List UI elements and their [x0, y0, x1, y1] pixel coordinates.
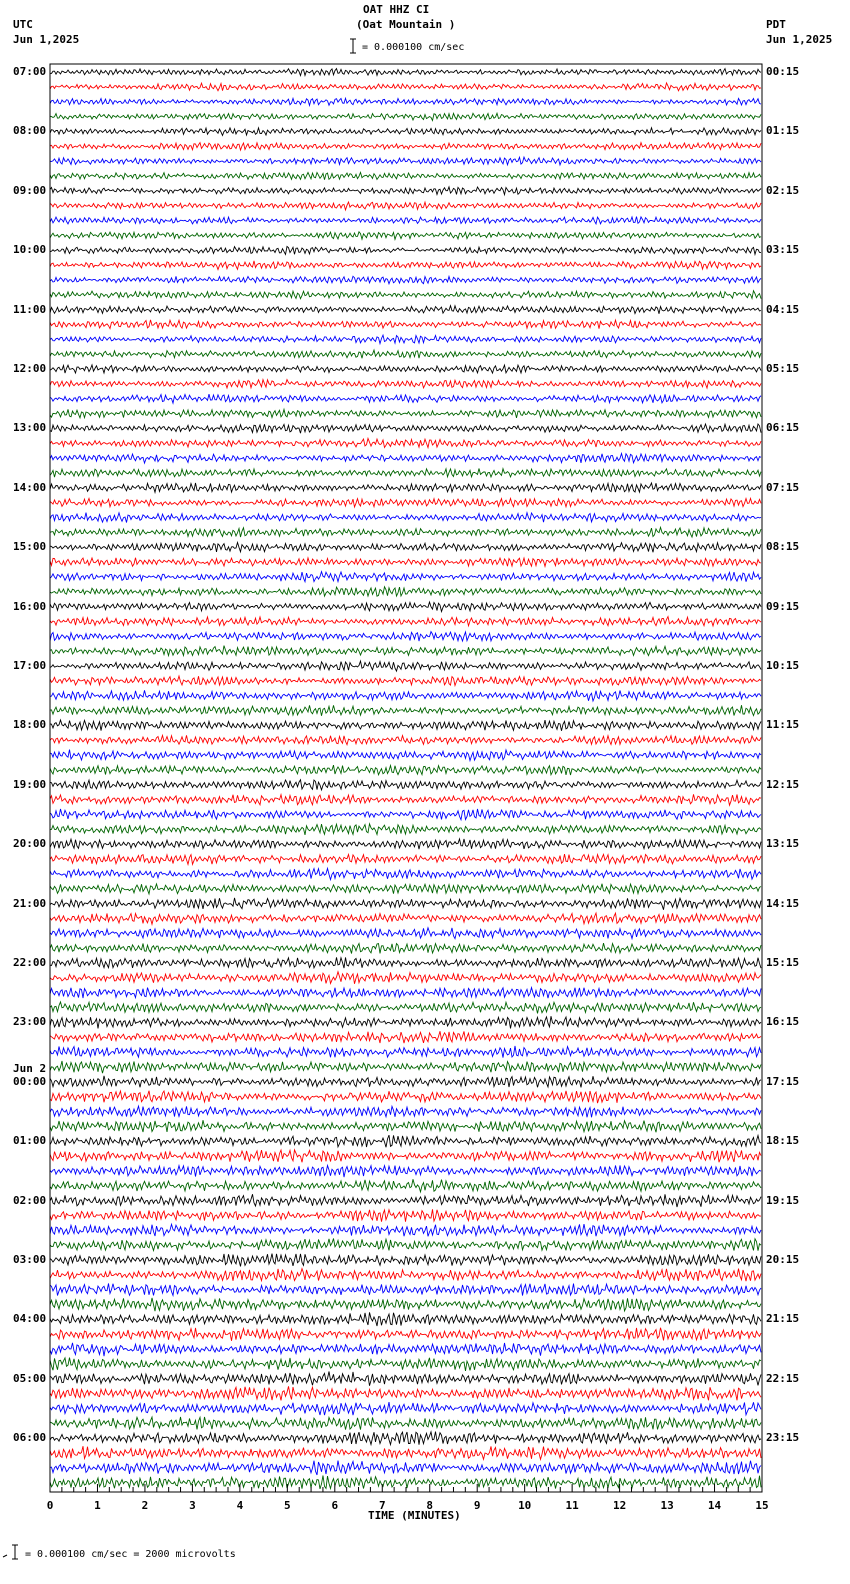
- trace-line: [50, 750, 761, 761]
- left-hour-label: 12:00: [13, 362, 47, 375]
- station-location: (Oat Mountain ): [356, 18, 456, 31]
- left-hour-label: 07:00: [13, 65, 47, 78]
- trace-line: [50, 928, 761, 939]
- right-hour-label: 22:15: [766, 1371, 800, 1385]
- trace-line: [50, 1476, 761, 1489]
- trace-line: [50, 1417, 761, 1430]
- right-hour-label: 08:15: [766, 540, 800, 554]
- trace-line: [50, 1446, 761, 1459]
- left-date: Jun 1,2025: [13, 33, 80, 46]
- trace-line: [50, 1150, 761, 1162]
- trace-line: [50, 1166, 761, 1178]
- scale-label: = 0.000100 cm/sec: [362, 42, 465, 53]
- trace-line: [50, 809, 761, 820]
- trace-line: [50, 1224, 761, 1236]
- right-hour-label: 10:15: [766, 659, 800, 672]
- trace-line: [50, 1298, 761, 1311]
- trace-line: [50, 943, 761, 953]
- right-hour-label: 06:15: [766, 421, 800, 435]
- left-hour-label: 05:00: [13, 1371, 47, 1385]
- left-hour-label: 17:00: [13, 659, 47, 672]
- trace-line: [50, 913, 761, 924]
- trace-line: [50, 898, 761, 910]
- trace-line: [50, 646, 761, 656]
- right-hour-label: 14:15: [766, 896, 800, 910]
- left-hour-label: 14:00: [13, 480, 47, 494]
- trace-line: [50, 306, 761, 314]
- x-tick-label: 1: [94, 1499, 101, 1512]
- trace-line: [50, 720, 761, 731]
- trace-line: [50, 438, 761, 447]
- trace-line: [50, 1254, 761, 1267]
- right-hour-label: 07:15: [766, 480, 800, 494]
- seismic-traces: [50, 69, 761, 1489]
- right-hour-label: 13:15: [766, 837, 800, 851]
- x-tick-label: 15: [755, 1499, 769, 1512]
- trace-line: [50, 365, 761, 373]
- x-tick-label: 12: [613, 1499, 627, 1512]
- x-tick-label: 7: [378, 1499, 386, 1512]
- right-hour-label: 04:15: [766, 302, 800, 316]
- trace-line: [50, 735, 761, 744]
- trace-line: [50, 1135, 761, 1147]
- trace-line: [50, 187, 761, 195]
- trace-line: [50, 335, 761, 344]
- right-hour-label: 05:15: [766, 362, 800, 375]
- right-hour-label: 02:15: [766, 183, 800, 197]
- left-hour-label: 15:00: [13, 540, 47, 554]
- x-tick-label: 13: [660, 1499, 674, 1512]
- trace-line: [50, 128, 761, 136]
- trace-line: [50, 617, 761, 626]
- trace-line: [50, 690, 761, 701]
- x-tick-label: 3: [189, 1499, 196, 1512]
- trace-line: [50, 483, 761, 492]
- trace-line: [50, 1386, 761, 1400]
- trace-line: [50, 527, 761, 537]
- trace-line: [50, 572, 761, 582]
- trace-line: [50, 972, 761, 984]
- trace-line: [50, 705, 761, 716]
- trace-line: [50, 83, 761, 91]
- trace-line: [50, 676, 761, 686]
- right-hour-label: 11:15: [766, 718, 800, 732]
- right-hour-label: 09:15: [766, 599, 800, 613]
- left-hour-label: 21:00: [13, 896, 47, 910]
- trace-line: [50, 558, 761, 567]
- trace-line: [50, 780, 761, 790]
- trace-line: [50, 98, 761, 105]
- x-tick-label: 11: [565, 1499, 579, 1512]
- left-hour-label: 23:00: [13, 1015, 47, 1029]
- x-tick-label: 5: [284, 1499, 291, 1512]
- trace-line: [50, 1372, 761, 1386]
- right-hour-label: 15:15: [766, 956, 800, 969]
- trace-line: [50, 1402, 761, 1415]
- trace-line: [50, 988, 761, 999]
- left-hour-label: 20:00: [13, 837, 47, 851]
- x-tick-label: 9: [473, 1499, 481, 1512]
- trace-line: [50, 1002, 761, 1014]
- trace-line: [50, 1312, 761, 1326]
- trace-line: [50, 320, 761, 329]
- left-hour-label: 01:00: [13, 1134, 47, 1148]
- right-timezone: PDT: [766, 18, 786, 31]
- x-axis-label: TIME (MINUTES): [368, 1509, 461, 1522]
- left-hour-label: 06:00: [13, 1431, 47, 1445]
- left-hour-label: 03:00: [13, 1253, 47, 1266]
- date-change-label: Jun 2: [13, 1061, 47, 1075]
- trace-line: [50, 587, 761, 596]
- trace-line: [50, 1061, 761, 1073]
- trace-line: [50, 1343, 761, 1356]
- left-hour-label: 18:00: [13, 718, 47, 732]
- left-hour-label: 09:00: [13, 183, 47, 197]
- trace-line: [50, 957, 761, 968]
- left-hour-label: 16:00: [13, 599, 47, 613]
- trace-line: [50, 291, 761, 299]
- trace-line: [50, 765, 761, 775]
- trace-line: [50, 1031, 761, 1043]
- trace-line: [50, 1179, 761, 1192]
- left-hour-label: 13:00: [13, 421, 47, 435]
- trace-line: [50, 1194, 761, 1207]
- x-tick-label: 10: [518, 1499, 532, 1512]
- trace-line: [50, 69, 761, 76]
- trace-line: [50, 202, 761, 210]
- trace-line: [50, 794, 761, 805]
- left-timezone: UTC: [13, 18, 33, 31]
- trace-line: [50, 661, 761, 671]
- trace-line: [50, 632, 761, 642]
- trace-line: [50, 1091, 761, 1103]
- trace-line: [50, 1269, 761, 1282]
- scale-bar-icon: [350, 39, 356, 53]
- trace-line: [50, 380, 761, 388]
- trace-line: [50, 172, 761, 179]
- right-hour-label: 17:15: [766, 1074, 800, 1088]
- trace-line: [50, 1046, 761, 1058]
- right-hour-label: 01:15: [766, 124, 800, 138]
- right-hour-label: 16:15: [766, 1015, 800, 1029]
- left-hour-label: 02:00: [13, 1193, 47, 1207]
- trace-line: [50, 217, 761, 224]
- trace-line: [50, 1016, 761, 1028]
- trace-line: [50, 113, 761, 120]
- right-hour-label: 23:15: [766, 1431, 800, 1445]
- trace-line: [50, 824, 761, 835]
- trace-line: [50, 232, 761, 240]
- trace-line: [50, 1106, 761, 1117]
- trace-line: [50, 1358, 761, 1371]
- footer-scale-bar-icon: [3, 1545, 18, 1559]
- trace-line: [50, 394, 761, 403]
- x-tick-label: 4: [236, 1499, 244, 1512]
- right-hour-label: 18:15: [766, 1134, 800, 1148]
- trace-line: [50, 839, 761, 849]
- left-hour-label: 08:00: [13, 124, 47, 138]
- left-hour-label: 00:00: [13, 1074, 47, 1088]
- trace-line: [50, 513, 761, 523]
- trace-line: [50, 1076, 761, 1088]
- trace-line: [50, 868, 761, 879]
- trace-line: [50, 1239, 761, 1251]
- trace-line: [50, 424, 761, 433]
- trace-line: [50, 1209, 761, 1221]
- trace-line: [50, 454, 761, 464]
- trace-line: [50, 1328, 761, 1341]
- trace-line: [50, 1284, 761, 1296]
- right-hour-label: 19:15: [766, 1193, 800, 1207]
- left-hour-label: 04:00: [13, 1312, 47, 1326]
- right-date: Jun 1,2025: [766, 33, 833, 46]
- x-tick-label: 0: [46, 1499, 54, 1512]
- right-hour-label: 20:15: [766, 1253, 800, 1266]
- trace-line: [50, 1461, 761, 1475]
- trace-line: [50, 350, 761, 358]
- trace-line: [50, 469, 761, 478]
- trace-line: [50, 1120, 761, 1132]
- trace-line: [50, 276, 761, 284]
- trace-line: [50, 157, 761, 165]
- trace-line: [50, 409, 761, 418]
- right-hour-label: 00:15: [766, 65, 800, 78]
- left-hour-label: 19:00: [13, 777, 47, 791]
- trace-line: [50, 261, 761, 270]
- trace-line: [50, 498, 761, 507]
- trace-line: [50, 884, 761, 894]
- x-axis: [50, 1484, 762, 1492]
- right-hour-label: 21:15: [766, 1312, 800, 1326]
- trace-line: [50, 1432, 761, 1445]
- trace-line: [50, 602, 761, 611]
- trace-line: [50, 543, 761, 553]
- trace-line: [50, 143, 761, 151]
- footer-scale-note: = 0.000100 cm/sec = 2000 microvolts: [25, 1549, 236, 1560]
- right-hour-label: 12:15: [766, 777, 800, 791]
- x-tick-label: 14: [707, 1499, 722, 1512]
- station-title: OAT HHZ CI: [363, 3, 430, 16]
- left-hour-label: 22:00: [13, 956, 47, 969]
- x-tick-label: 2: [141, 1499, 149, 1512]
- trace-line: [50, 854, 761, 864]
- left-hour-label: 11:00: [13, 302, 47, 316]
- x-tick-label: 8: [426, 1499, 434, 1512]
- left-hour-label: 10:00: [13, 243, 47, 257]
- x-tick-label: 6: [331, 1499, 339, 1512]
- right-hour-label: 03:15: [766, 243, 800, 257]
- trace-line: [50, 247, 761, 255]
